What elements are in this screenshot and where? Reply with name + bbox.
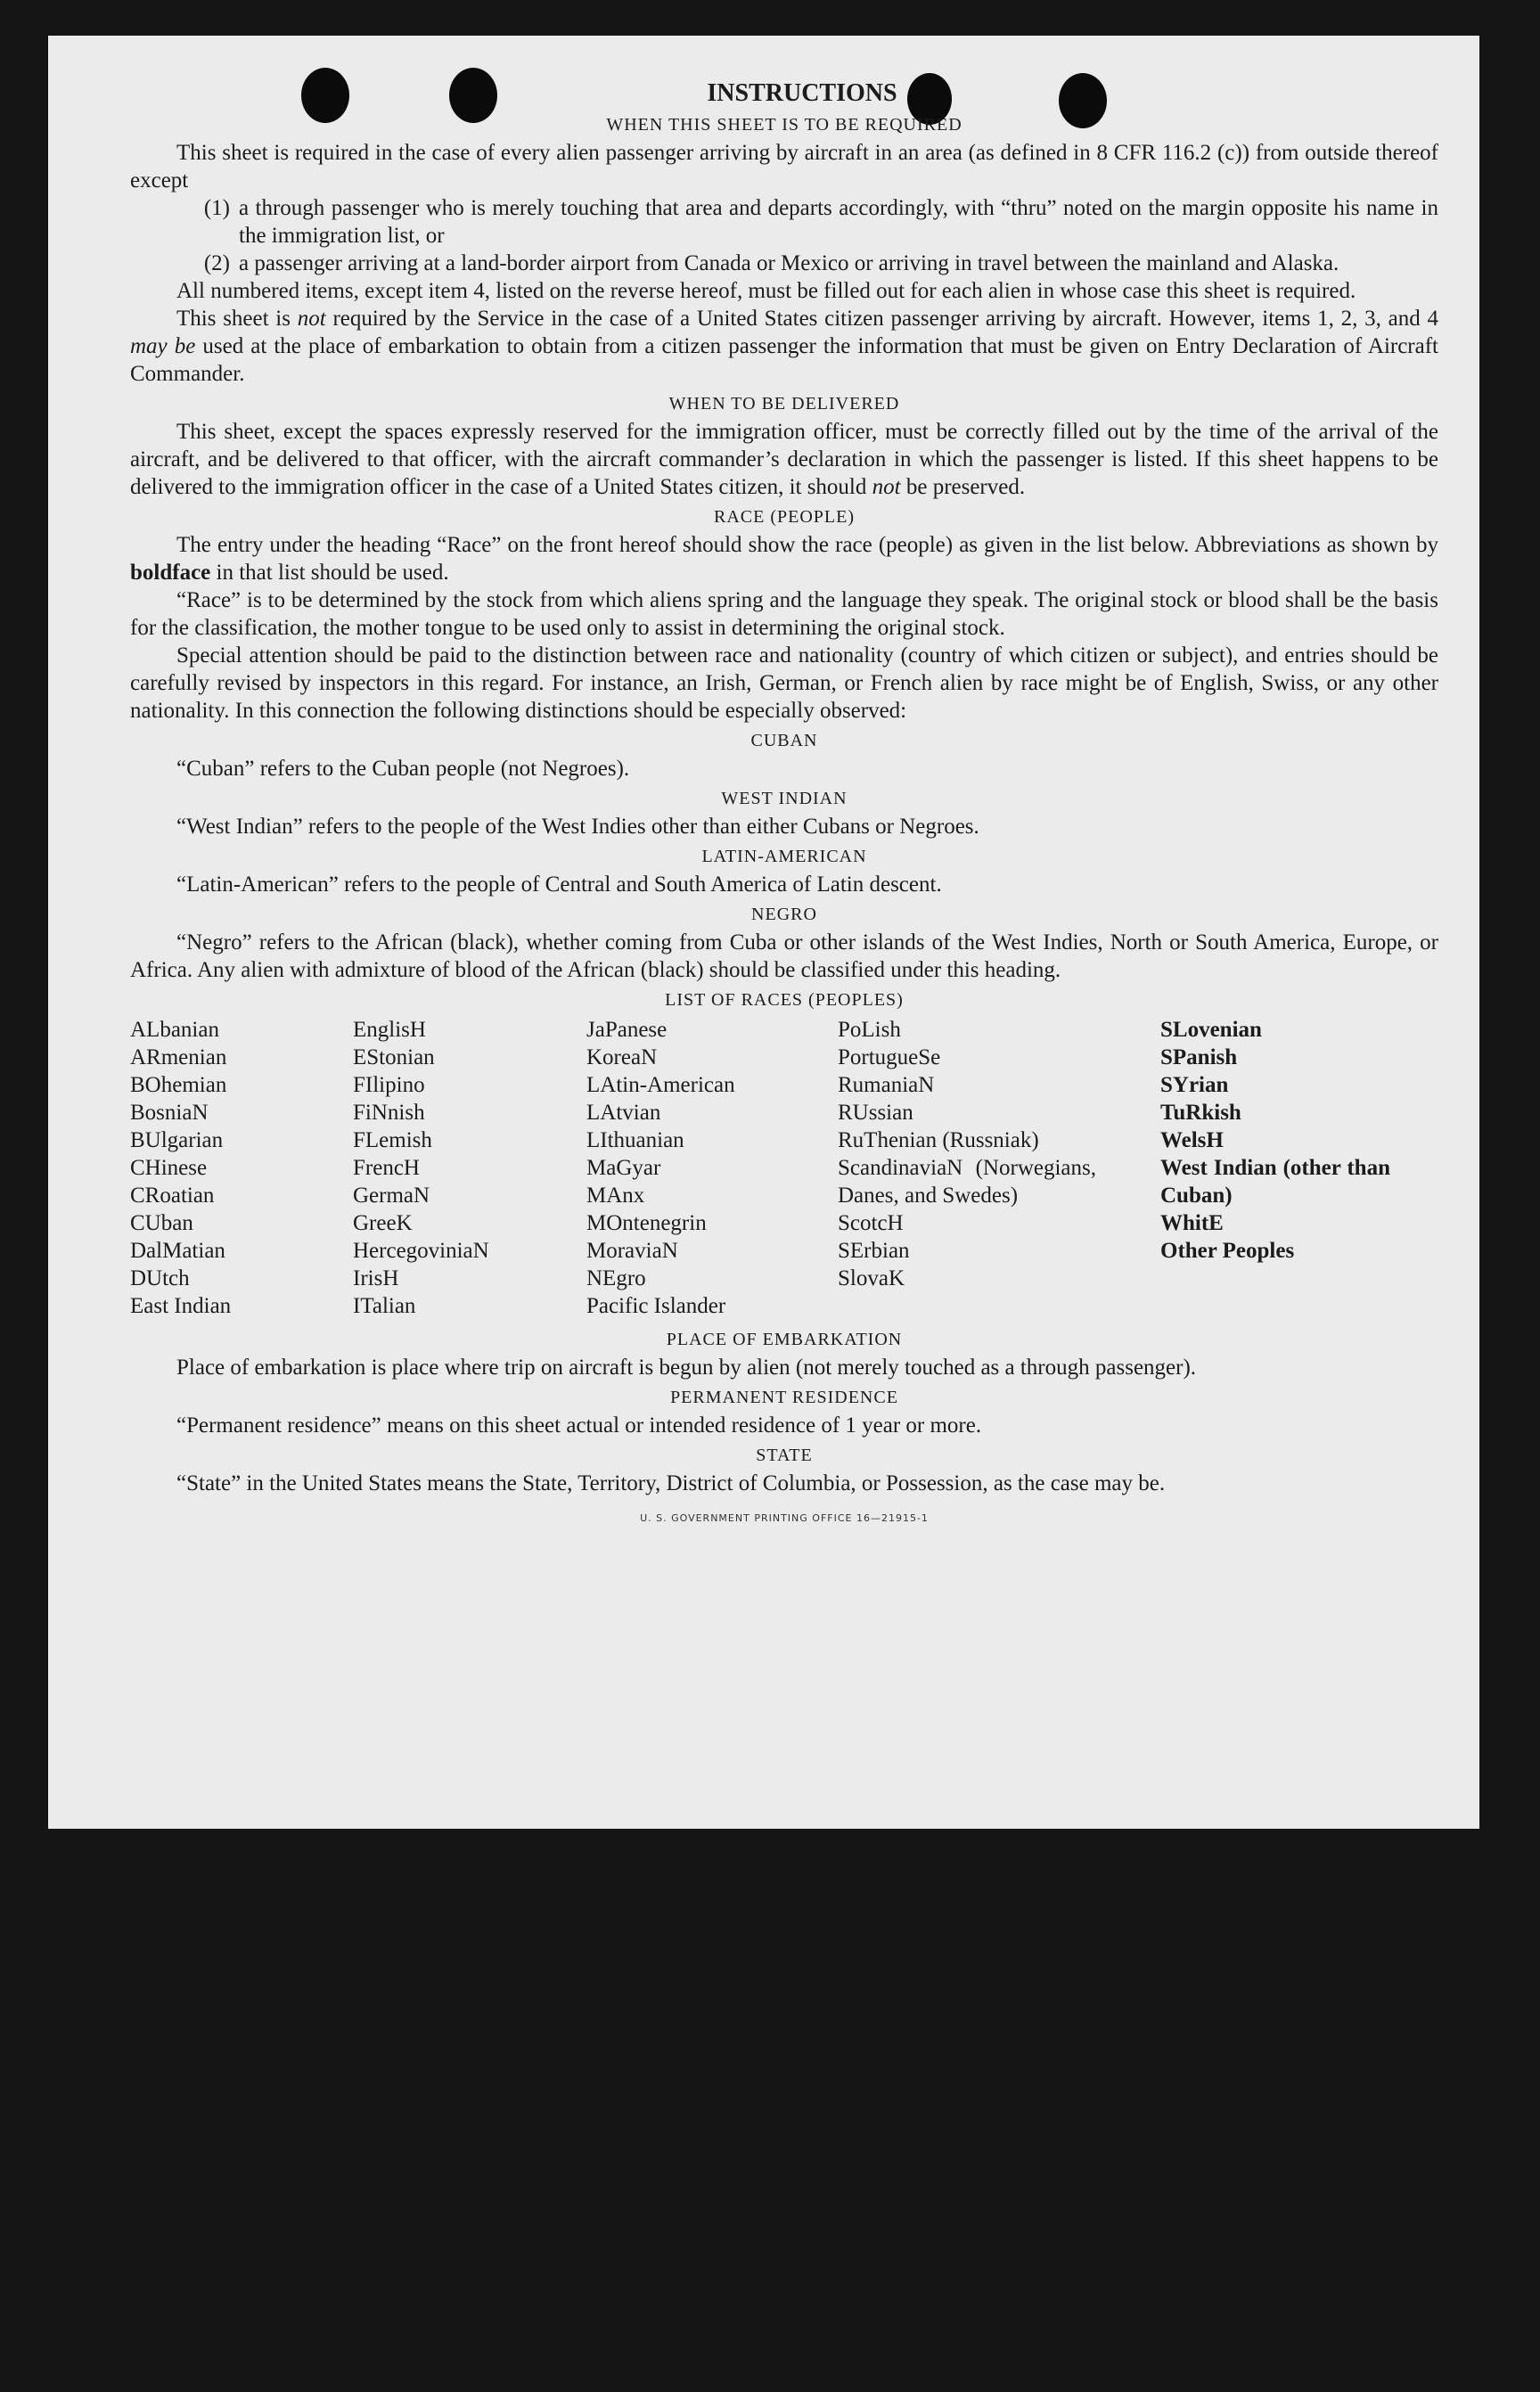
- race-entry: SlovaK: [838, 1266, 905, 1290]
- paragraph: Special attention should be paid to the distinction between race and nationality (country of which citizen or subject), and entries should be carefully revised by inspectors in this regard. For instance, an Irish, German, or French alien by race might be of English, Swiss, or any other nationality. In this connection the following distinctions should be especially observed:: [130, 643, 1438, 723]
- race-entry: SPanish: [1160, 1045, 1238, 1069]
- section-heading-negro: NEGRO: [751, 905, 817, 924]
- race-column: [1160, 1016, 1390, 1320]
- instruction-sheet: [48, 36, 1479, 1829]
- section-heading-latin-american: LATIN-AMERICAN: [701, 847, 867, 866]
- section-heading-cuban: CUBAN: [750, 731, 818, 750]
- emphasis: may be: [130, 334, 196, 358]
- item-number: (2): [203, 251, 230, 275]
- section-heading-state: STATE: [756, 1446, 813, 1465]
- paragraph: All numbered items, except item 4, listed on the reverse hereof, must be filled out for each alien in whose case this sheet is required.: [176, 279, 1356, 303]
- race-entry: PortugueSe: [838, 1045, 941, 1069]
- race-entry: FLemish: [353, 1128, 432, 1152]
- race-entry: ScandinaviaN (Norwegians, Danes, and Swedes): [838, 1156, 1096, 1208]
- paragraph: “Cuban” refers to the Cuban people (not Negroes).: [176, 757, 630, 781]
- race-entry: East Indian: [130, 1294, 232, 1318]
- section-heading-list-of-races: LIST OF RACES (PEOPLES): [665, 990, 904, 1010]
- paragraph: “West Indian” refers to the people of the West Indies other than either Cubans or Negroes.: [176, 815, 979, 839]
- text-run: in that list should be used.: [216, 561, 449, 585]
- race-entry: NEgro: [586, 1266, 646, 1290]
- paragraph: [130, 305, 1438, 388]
- paragraph: This sheet is required in the case of every alien passenger arriving by aircraft in an area (as defined in 8 CFR 116.2 (c)) from outside thereof except: [130, 141, 1438, 193]
- list-item: [130, 250, 1438, 277]
- race-entry: MOntenegrin: [586, 1211, 707, 1235]
- paragraph: “Negro” refers to the African (black), whether coming from Cuba or other islands of the West Indies, North or South America, Europe, or Africa. Any alien with admixture of blood of the African (black) should be classified under this heading.: [130, 930, 1438, 982]
- race-entry: MAnx: [586, 1184, 645, 1208]
- paragraph: “Race” is to be determined by the stock from which aliens spring and the language they speak. The original stock or blood shall be the basis for the classification, the mother tongue to be used only to assist in determining the original stock.: [130, 588, 1438, 640]
- race-entry: RuThenian (Russniak): [838, 1128, 1039, 1152]
- paragraph: “State” in the United States means the State, Territory, District of Columbia, or Possession, as the case may be.: [176, 1471, 1166, 1495]
- race-entry: TuRkish: [1160, 1101, 1241, 1125]
- race-entry: LAtin-American: [586, 1073, 735, 1097]
- race-entry: BosniaN: [130, 1101, 209, 1125]
- race-entry: EnglisH: [353, 1018, 426, 1042]
- race-entry: DalMatian: [130, 1239, 225, 1263]
- section-heading-embarkation: PLACE OF EMBARKATION: [666, 1330, 903, 1349]
- race-entry: LAtvian: [586, 1101, 661, 1125]
- race-entry: JaPanese: [586, 1018, 668, 1042]
- race-entry: GermaN: [353, 1184, 430, 1208]
- item-text: a passenger arriving at a land-border airport from Canada or Mexico or arriving in travel between the mainland and Alaska.: [239, 251, 1339, 275]
- paragraph: “Permanent residence” means on this sheet actual or intended residence of 1 year or more.: [176, 1413, 982, 1438]
- item-number: (1): [203, 196, 230, 220]
- section-heading-delivered: WHEN TO BE DELIVERED: [668, 394, 900, 414]
- race-entry: ARmenian: [130, 1045, 227, 1069]
- text-run: This sheet is: [176, 307, 291, 331]
- race-entry: RumaniaN: [838, 1073, 935, 1097]
- race-entry: EStonian: [353, 1045, 435, 1069]
- text-run: required by the Service in the case of a United States citizen passenger arriving by aircraft. However, items 1, 2, 3, and 4: [332, 307, 1438, 331]
- race-entry: MoraviaN: [586, 1239, 678, 1263]
- race-entry: RUssian: [838, 1101, 913, 1125]
- document-body: [130, 78, 1438, 1532]
- race-entry: WelsH: [1160, 1128, 1224, 1152]
- race-entry: WhitE: [1160, 1211, 1224, 1235]
- text-run: This sheet, except the spaces expressly reserved for the immigration officer, must be correctly filled out by the time of the arrival of the aircraft, and be delivered to that officer, with the aircraft commander’s declaration in which the passenger is listed. If this sheet happens to be delivered to the immigration officer in the case of a United States citizen, it should: [130, 420, 1438, 499]
- race-list: [130, 1016, 1438, 1320]
- section-heading-residence: PERMANENT RESIDENCE: [670, 1388, 898, 1407]
- text-run: The entry under the heading “Race” on the front hereof should show the race (people) as given in the list below. Abbreviations as shown by: [176, 533, 1438, 557]
- race-entry: SYrian: [1160, 1073, 1229, 1097]
- paragraph: Place of embarkation is place where trip on aircraft is begun by alien (not merely touched as a through passenger).: [176, 1356, 1197, 1380]
- race-entry: CUban: [130, 1211, 193, 1235]
- race-entry: HercegoviniaN: [353, 1239, 489, 1263]
- race-entry: ITalian: [353, 1294, 416, 1318]
- race-entry: PoLish: [838, 1018, 901, 1042]
- race-entry: BUlgarian: [130, 1128, 224, 1152]
- race-entry: GreeK: [353, 1211, 413, 1235]
- text-run: used at the place of embarkation to obtain from a citizen passenger the information that must be given on Entry Declaration of Aircraft Commander.: [130, 334, 1439, 386]
- item-text: a through passenger who is merely touching that area and departs accordingly, with “thru” noted on the margin opposite his name in the immigration list, or: [239, 196, 1438, 248]
- paragraph: [130, 531, 1438, 586]
- race-entry: FIlipino: [353, 1073, 425, 1097]
- race-entry: MaGyar: [586, 1156, 661, 1180]
- race-entry: Other Peoples: [1160, 1239, 1295, 1263]
- race-entry: Pacific Islander: [586, 1294, 726, 1318]
- section-heading-race: RACE (PEOPLE): [714, 507, 855, 527]
- race-entry: KoreaN: [586, 1045, 658, 1069]
- race-entry: FrencH: [353, 1156, 420, 1180]
- printer-imprint: U. S. GOVERNMENT PRINTING OFFICE 16—21915-1: [640, 1512, 929, 1524]
- race-entry: CRoatian: [130, 1184, 215, 1208]
- section-heading-required: WHEN THIS SHEET IS TO BE REQUIRED: [606, 115, 962, 135]
- race-column: [130, 1016, 353, 1320]
- race-entry: SLovenian: [1160, 1018, 1262, 1042]
- race-entry: West Indian (other than Cuban): [1160, 1156, 1390, 1208]
- race-column: [586, 1016, 838, 1320]
- race-entry: CHinese: [130, 1156, 208, 1180]
- race-entry: LIthuanian: [586, 1128, 684, 1152]
- emphasis: not: [872, 475, 901, 499]
- race-entry: ALbanian: [130, 1018, 219, 1042]
- race-entry: ScotcH: [838, 1211, 904, 1235]
- page-title: INSTRUCTIONS: [707, 79, 897, 107]
- bold-text: boldface: [130, 561, 211, 585]
- list-item: [130, 194, 1438, 250]
- race-entry: FiNnish: [353, 1101, 425, 1125]
- race-entry: SErbian: [838, 1239, 910, 1263]
- paragraph: [130, 418, 1438, 501]
- text-run: be preserved.: [905, 475, 1026, 499]
- race-entry: BOhemian: [130, 1073, 227, 1097]
- race-entry: DUtch: [130, 1266, 190, 1290]
- race-column: [353, 1016, 586, 1320]
- emphasis: not: [297, 307, 326, 331]
- paragraph: “Latin-American” refers to the people of Central and South America of Latin descent.: [176, 872, 942, 897]
- race-entry: IrisH: [353, 1266, 399, 1290]
- race-column: [838, 1016, 1160, 1320]
- section-heading-west-indian: WEST INDIAN: [721, 789, 848, 808]
